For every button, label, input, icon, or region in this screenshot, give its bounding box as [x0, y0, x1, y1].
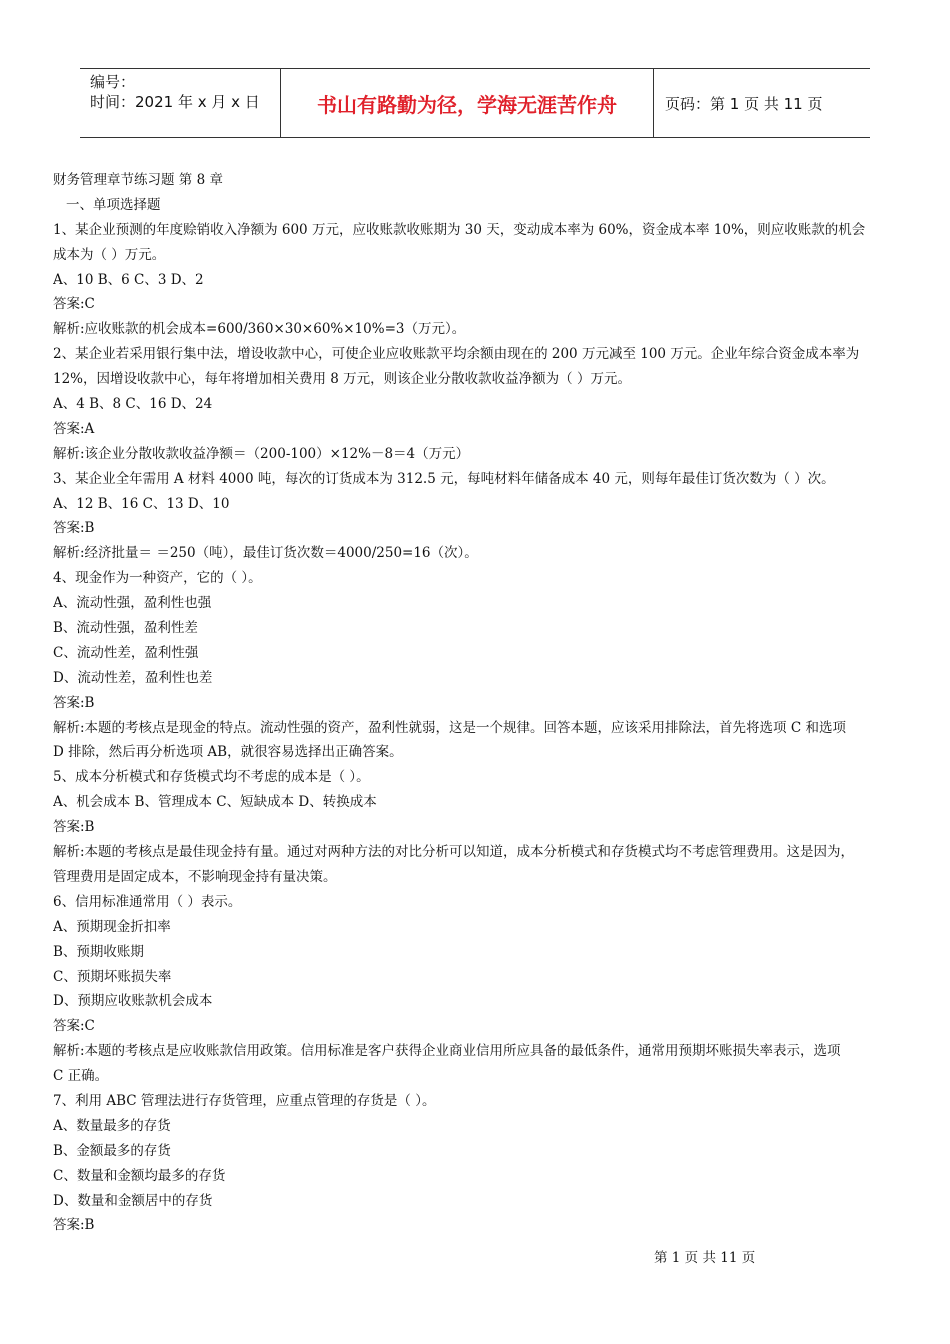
- text-line: 6、信用标准通常用（ ）表示。: [53, 893, 242, 910]
- page-footer: 第 1 页 共 11 页: [654, 1250, 756, 1266]
- text-line: 答案:B: [53, 694, 95, 711]
- text-line: A、流动性强，盈利性也强: [53, 595, 212, 612]
- text-line: A、预期现金折扣率: [53, 918, 171, 935]
- text-line: B、金额最多的存货: [53, 1142, 171, 1159]
- text-line: 管理费用是固定成本，不影响现金持有量决策。: [53, 868, 337, 885]
- section-heading: 一、单项选择题: [66, 196, 161, 213]
- text-line: 5、成本分析模式和存货模式均不考虑的成本是（ ）。: [53, 769, 370, 786]
- text-line: 答案:A: [53, 420, 95, 437]
- text-line: 答案:C: [53, 1018, 95, 1035]
- date-label: 时间：2021 年 x 月 x 日: [90, 93, 260, 111]
- text-line: 成本为（ ）万元。: [53, 246, 166, 263]
- page-header: [80, 68, 870, 138]
- text-line: A、数量最多的存货: [53, 1117, 171, 1134]
- text-line: 7、利用 ABC 管理法进行存货管理，应重点管理的存货是（ ）。: [53, 1092, 436, 1109]
- text-line: 1、某企业预测的年度赊销收入净额为 600 万元，应收账款收账期为 30 天，变动成本率为 60%，资金成本率 10%，则应收账款的机会: [53, 221, 866, 238]
- text-line: D、预期应收账款机会成本: [53, 993, 213, 1010]
- header-meta-cell: [80, 69, 281, 137]
- doc-title: 财务管理章节练习题 第 8 章: [53, 172, 223, 188]
- text-line: B、预期收账期: [53, 943, 144, 960]
- text-line: 答案:B: [53, 520, 95, 537]
- text-line: 4、现金作为一种资产，它的（ ）。: [53, 570, 262, 587]
- text-line: 12%，因增设收款中心，每年将增加相关费用 8 万元，则该企业分散收款收益净额为（ ）万元。: [53, 371, 631, 388]
- text-line: 解析:本题的考核点是最佳现金持有量。通过对两种方法的对比分析可以知道，成本分析模式和存货模式均不考虑管理费用。这是因为，: [53, 844, 855, 861]
- serial-label: 编号：: [90, 73, 136, 91]
- header-page-number: 页码：第 1 页 共 11 页: [665, 94, 823, 113]
- text-line: A、12 B、16 C、13 D、10: [53, 495, 230, 512]
- text-line: C、数量和金额均最多的存货: [53, 1167, 226, 1184]
- text-line: 解析:本题的考核点是应收账款信用政策。信用标准是客户获得企业商业信用所应具备的最低条件，通常用预期坏账损失率表示，选项: [53, 1043, 841, 1060]
- text-line: 解析:该企业分散收款收益净额＝（200-100）×12%－8＝4（万元）: [53, 445, 470, 462]
- text-line: A、机会成本 B、管理成本 C、短缺成本 D、转换成本: [53, 794, 377, 811]
- text-line: D、数量和金额居中的存货: [53, 1192, 213, 1209]
- text-line: 答案:B: [53, 819, 95, 836]
- header-motto: 书山有路勤为径，学海无涯苦作舟: [281, 69, 654, 137]
- text-line: C 正确。: [53, 1068, 109, 1085]
- text-line: D、流动性差，盈利性也差: [53, 669, 213, 686]
- text-line: B、流动性强，盈利性差: [53, 620, 198, 637]
- text-line: 答案:C: [53, 296, 95, 313]
- text-line: 解析:经济批量＝ ＝250（吨），最佳订货次数＝4000/250=16（次）。: [53, 545, 478, 562]
- text-line: 解析:应收账款的机会成本=600/360×30×60%×10%=3（万元）。: [53, 321, 466, 338]
- text-line: D 排除，然后再分析选项 AB，就很容易选择出正确答案。: [53, 744, 403, 761]
- text-line: 解析:本题的考核点是现金的特点。流动性强的资产，盈利性就弱，这是一个规律。回答本题，应该采用排除法，首先将选项 C 和选项: [53, 719, 846, 736]
- text-line: C、预期坏账损失率: [53, 968, 172, 985]
- text-line: C、流动性差，盈利性强: [53, 644, 199, 661]
- text-line: 答案:B: [53, 1217, 95, 1234]
- document-body: [53, 168, 905, 1238]
- text-line: 2、某企业若采用银行集中法，增设收款中心，可使企业应收账款平均余额由现在的 200 万元减至 100 万元。企业年综合资金成本率为: [53, 346, 860, 363]
- text-line: A、4 B、8 C、16 D、24: [53, 396, 213, 413]
- text-line: A、10 B、6 C、3 D、2: [53, 271, 204, 288]
- text-line: 3、某企业全年需用 A 材料 4000 吨，每次的订货成本为 312.5 元，每吨材料年储备成本 40 元，则每年最佳订货次数为（ ）次。: [53, 470, 835, 487]
